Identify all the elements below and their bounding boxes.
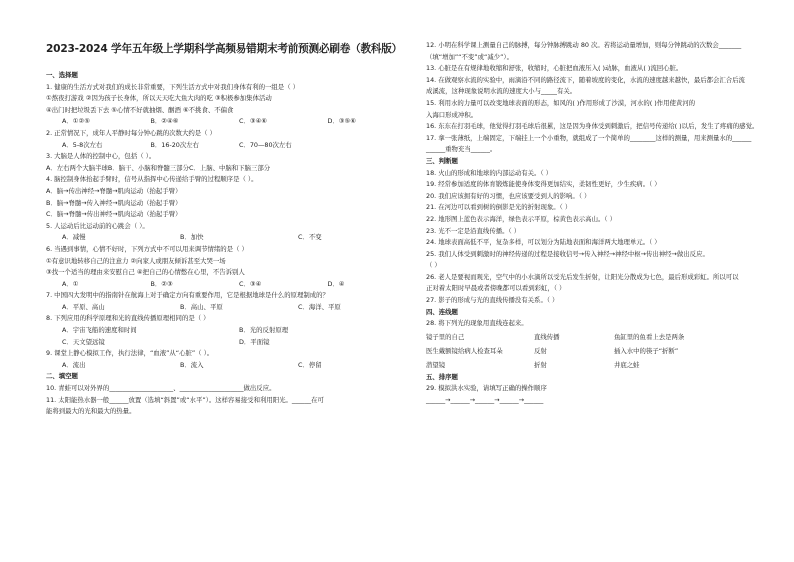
option-label: B．高山、平原 bbox=[180, 302, 223, 311]
question-line: 14. 在做观察水流的实验中，雨滴沿不同的路径流下，随着坡度的变化，水流的速度越来越快，最后都会汇合后流 bbox=[426, 75, 745, 84]
question-line: 8. 下列应用的科学原理和光的直线传播原理相同的是（ ） bbox=[46, 314, 210, 323]
answer-options bbox=[46, 116, 416, 128]
match-row bbox=[426, 344, 756, 358]
match-item: 潜望镜 bbox=[426, 360, 446, 369]
option-label: D．平面镜 bbox=[239, 337, 270, 346]
option-label: A．5-8次左右 bbox=[62, 140, 103, 149]
question-line: 21. 在河边可以看到树的倒影是光的折射现象。（ ） bbox=[426, 203, 572, 212]
question-line: 5. 人运动后比运动前的心跳会（ ）。 bbox=[46, 221, 149, 230]
question-line: 1. 健康的生活方式对我们的成长非常重要，下列生活方式中对我们身体有利的一组是（ ） bbox=[46, 82, 300, 91]
option-label: C．70—80次左右 bbox=[239, 140, 292, 149]
section-heading: 五、排序题 bbox=[426, 372, 458, 381]
question-line: （ ） bbox=[426, 261, 441, 270]
option-label: C．③④⑥ bbox=[239, 117, 268, 126]
match-row bbox=[426, 330, 756, 344]
question-line: 9. 课堂上静心模拟工作，执行法律，“血液”从“心脏”（ ）。 bbox=[46, 349, 214, 358]
option-label: C．停留 bbox=[298, 360, 322, 369]
question-line: 27. 影子的形成与光的直线传播没有关系。（ ） bbox=[426, 296, 559, 305]
option-label: D．③⑤⑥ bbox=[327, 117, 356, 126]
question-line: 18. 火山的形成和地球的内部运动有关。（ ） bbox=[426, 168, 553, 177]
option-label: A．减慢 bbox=[62, 233, 86, 242]
answer-options bbox=[46, 337, 416, 349]
question-line: ①有意识地转移自己的注意力 ②向家人或朋友倾诉甚至大哭一场 bbox=[46, 256, 226, 265]
question-line: 13. 心脏是在有规律地收缩和舒张，收缩时，心脏把血液压入( )动脉，血液从( )流回心脏。 bbox=[426, 64, 683, 73]
question-line: ③找一个适当的理由来安慰自己 ④把自己的心情憋在心里，不告诉别人 bbox=[46, 268, 245, 277]
question-line: 10. 青蛙可以对外界的____________________、____________________做出反应。 bbox=[46, 384, 276, 393]
section-heading: 二、填空题 bbox=[46, 372, 78, 381]
question-line: 2. 正常情况下，成年人平静时每分钟心跳的次数大约是（ ） bbox=[46, 128, 216, 137]
question-line: 29. 模拟洪水实验，请填写正确的操作顺序 bbox=[426, 384, 547, 393]
question-line: 3. 大脑是人体的控制中心，包括（ ）。 bbox=[46, 152, 156, 161]
answer-options bbox=[46, 279, 416, 291]
section-heading: 一、选择题 bbox=[46, 71, 78, 79]
question-line: 20. 我们应该拥有好的习惯，也应该要受到人的影响。（ ） bbox=[426, 191, 591, 200]
option-label: A．流出 bbox=[62, 360, 86, 369]
question-line: 19. 经常参加适度的体育锻炼能使身体变得更加结实，柔韧性更好，少生疾病。（ ） bbox=[426, 180, 661, 189]
match-item: 反射 bbox=[534, 346, 547, 355]
answer-options bbox=[46, 140, 416, 152]
question-line: （填“增加”“不变”或“减少”）。 bbox=[426, 52, 513, 61]
option-label: B．加快 bbox=[180, 233, 204, 242]
answer-options bbox=[46, 302, 416, 314]
page-title: 2023-2024 学年五年级上学期科学高频易错期末考前预测必刷卷（教科版） bbox=[46, 43, 403, 55]
option-label: B．光的反射原理 bbox=[239, 326, 289, 335]
match-row bbox=[426, 358, 756, 372]
question-line: 7. 中国四大发明中的指南针在航海上对于确定方向有重要作用，它是根据地球是什么的原理制成的？ bbox=[46, 291, 329, 300]
section-heading: 三、判断题 bbox=[426, 156, 458, 165]
match-item: 鱼缸里的鱼看上去是两条 bbox=[614, 332, 685, 341]
option-label: A．① bbox=[62, 279, 79, 288]
match-item: 医生戴额镜给病人检查耳朵 bbox=[426, 346, 503, 355]
left-column bbox=[46, 70, 416, 418]
option-label: B．流入 bbox=[180, 360, 204, 369]
question-line: C．脑→脊髓→传出神经→肌肉运动（抬起手臂） bbox=[46, 210, 182, 219]
option-label: C．天文望远镜 bbox=[62, 337, 105, 346]
answer-options bbox=[46, 232, 416, 244]
question-line: 11. 太阳能热水器一般______放置（选填“斜置”或“水平”）。这样容易接受和利用阳光。______在可 bbox=[46, 395, 324, 404]
question-line: 能将到最大的光和最大的热量。 bbox=[46, 407, 136, 416]
option-label: D．④ bbox=[327, 279, 345, 288]
option-label: C．③④ bbox=[239, 279, 262, 288]
section-heading: 四、连线题 bbox=[426, 307, 458, 316]
question-line: 25. 我们人体受到刺激时的神经传递的过程是接收信号→传入神经→神经中枢→传出神经→做出反应。 bbox=[426, 249, 709, 258]
question-line: 6. 当遇到事情，心情不好时，下列方式中不可以用来调节情绪的是（ ） bbox=[46, 244, 248, 253]
match-item: 镜子里的自己 bbox=[426, 332, 465, 341]
question-line: A．脑→传出神经→脊髓→肌肉运动（抬起手臂） bbox=[46, 186, 182, 195]
question-line: ______重物充当______。 bbox=[426, 145, 497, 154]
question-line: 入海口形成冲积。 bbox=[426, 110, 478, 119]
question-line: 15. 利用水的力量可以改变地球表面的形态，如风的( )作用形成了沙漠，河水的( )作用使黄河的 bbox=[426, 98, 696, 107]
option-label: A．平原、高山 bbox=[62, 302, 105, 311]
answer-options bbox=[46, 325, 416, 337]
question-line: 4. 脑控制身体抬起手臂时，信号从指挥中心传递给手臂的过程顺序是（ ）。 bbox=[46, 175, 258, 184]
option-label: A．宇宙飞船的速度和时间 bbox=[62, 326, 137, 335]
question-line: 成溪流，这种现象说明水流的速度大小与_____有关。 bbox=[426, 87, 577, 96]
question-line: 24. 地球表面高低不平，复杂多样，可以划分为陆地表面和海洋两大地理单元。（ ） bbox=[426, 238, 661, 247]
question-line: ______→______→______→______→______ bbox=[426, 396, 544, 405]
question-line: 28. 将下列光的现象用直线连起来。 bbox=[426, 319, 528, 328]
question-line: 22. 地形图上蓝色表示海洋，绿色表示平原，棕黄色表示高山。（ ） bbox=[426, 214, 616, 223]
option-label: B．②④⑥ bbox=[150, 117, 179, 126]
option-label: B．16-20次左右 bbox=[150, 140, 200, 149]
question-line: 26. 老人是要视而观光，空气中的小水滴所以受光后发生折射，让阳光分散成为七色，最后形成彩虹。所以可以 bbox=[426, 272, 739, 281]
question-line: 12. 小明在科学课上测量自己的脉搏，每分钟脉搏跳动 80 次。若将运动量增加，则每分钟跳动的次数会_______ bbox=[426, 41, 742, 49]
question-line: 23. 光不一定是沿直线传播。（ ） bbox=[426, 226, 521, 235]
option-label bbox=[328, 140, 417, 152]
question-line: 16. 东东在打羽毛球，他觉得打羽毛球后很累，这是因为身体受到刺激后，把信号传递给( )以后，发生了疼痛的感觉。 bbox=[426, 122, 759, 131]
right-column bbox=[426, 40, 759, 407]
question-line: 正对着太阳时早晨或者傍晚都可以看到彩虹，（ ） bbox=[426, 284, 566, 293]
match-item: 插入水中的筷子“折断” bbox=[614, 346, 679, 355]
option-label: C．不变 bbox=[298, 233, 322, 242]
answer-options bbox=[46, 360, 416, 372]
question-line: A．左右两个大脑半球B．脑干、小脑和脊髓三部分C．上脑、中脑和下脑三部分 bbox=[46, 163, 271, 172]
match-item: 直线传播 bbox=[534, 332, 560, 341]
match-item: 折射 bbox=[534, 360, 547, 369]
option-label: C．海洋、平原 bbox=[298, 302, 341, 311]
question-line: B．脑→脊髓→传入神经→肌肉运动（抬起手臂） bbox=[46, 198, 182, 207]
option-label: A．①②⑤ bbox=[62, 117, 90, 126]
question-line: ④出门时把垃圾丢下去 ⑤心情不好就抽烟、酗酒 ⑥不挑食、不偏食 bbox=[46, 105, 234, 114]
question-line: ①熬夜打游戏 ②因为孩子长身体，所以天天吃大鱼大肉的吃 ③积极参加集体活动 bbox=[46, 94, 272, 103]
match-item: 井底之蛙 bbox=[614, 360, 640, 369]
option-label: B．②③ bbox=[150, 279, 173, 288]
question-line: 17. 拿一张薄纸，上端固定，下端挂上一个小重物，就组成了一个简单的________这样的测量，用来测量水的______ bbox=[426, 133, 752, 142]
